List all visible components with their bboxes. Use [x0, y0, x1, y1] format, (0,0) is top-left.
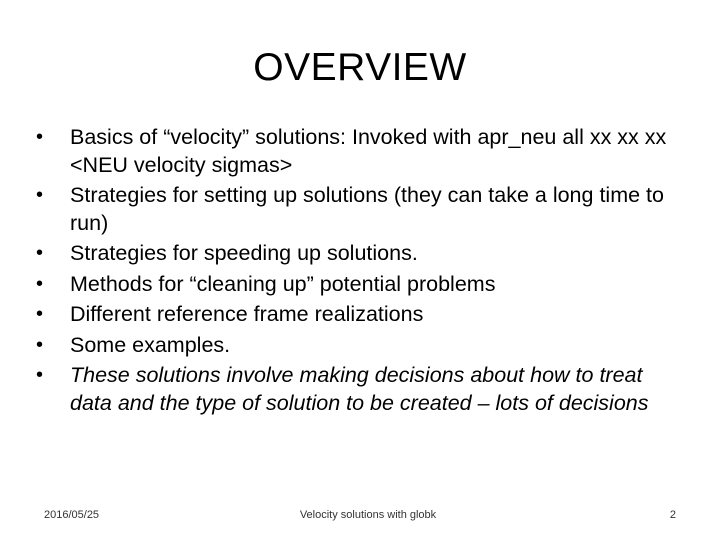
slide-title: OVERVIEW: [253, 46, 467, 89]
footer-date: 2016/05/25: [44, 509, 100, 521]
bullet-icon: •: [36, 242, 44, 264]
bullet-icon: •: [36, 272, 44, 295]
bullet-icon: •: [36, 303, 44, 325]
bullet-text: These solutions involve making decisions about how to treat data and the type of solution to be created – lots of decisions: [70, 363, 649, 415]
bullet-list: [36, 124, 686, 420]
bullet-icon: •: [36, 364, 44, 386]
bullet-text: Different reference frame realizations: [70, 302, 424, 326]
bullet-icon: •: [36, 126, 44, 148]
bullet-item: [36, 182, 686, 237]
bullet-icon: •: [36, 333, 44, 356]
bullet-icon: •: [36, 184, 44, 206]
page-number: 2: [669, 509, 676, 521]
bullet-text: Some examples.: [70, 332, 231, 357]
bullet-item: [36, 332, 686, 360]
bullet-text: Basics of “velocity” solutions: Invoked with apr_neu all xx xx xx <NEU velocity sigmas>: [70, 125, 667, 177]
bullet-text: Strategies for speeding up solutions.: [70, 241, 418, 265]
bullet-item: [36, 124, 686, 179]
bullet-item: [36, 240, 686, 268]
bullet-item: [36, 271, 686, 299]
bullet-item: [36, 301, 686, 329]
bullet-item: [36, 362, 686, 417]
footer-title: Velocity solutions with globk: [299, 509, 437, 521]
bullet-text: Methods for “cleaning up” potential problems: [70, 271, 496, 296]
bullet-text: Strategies for setting up solutions (they can take a long time to run): [70, 183, 664, 235]
